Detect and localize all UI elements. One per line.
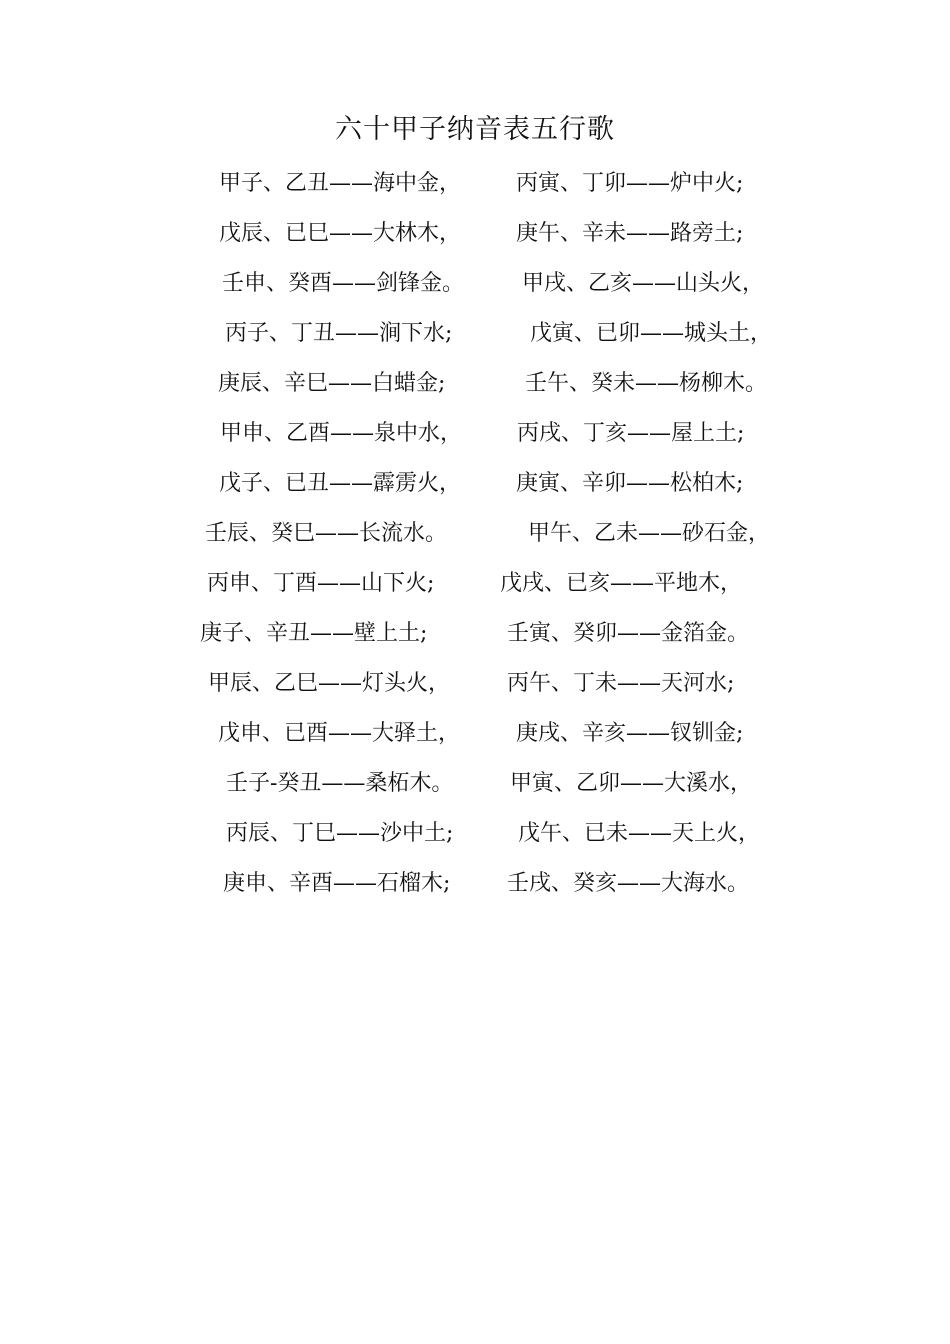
document-title: 六十甲子纳音表五行歌: [335, 114, 615, 145]
verse-right: 庚戌、辛亥——钗钏金;: [516, 721, 744, 746]
verse-line: [0, 466, 950, 502]
verse-right: 壬寅、癸卯——金箔金。: [507, 621, 750, 646]
verse-line: [0, 166, 950, 202]
verse-left: 甲辰、乙巳——灯头火，: [208, 671, 451, 696]
verse-right: 戊午、已未——天上火，: [518, 821, 761, 846]
verse-line: [0, 566, 950, 602]
verse-line: [0, 666, 950, 702]
verse-left: 庚申、辛酉——石榴木;: [223, 871, 451, 896]
verse-left: 庚辰、辛巳——白蜡金;: [218, 371, 446, 396]
verse-left: 丙辰、丁巳——沙中土;: [226, 821, 454, 846]
verse-right: 丙戌、丁亥——屋上土;: [517, 421, 745, 446]
verse-line: [0, 266, 950, 302]
verse-line: [0, 816, 950, 852]
verse-line: [0, 216, 950, 252]
verse-right: 戊戌、已亥——平地木，: [500, 571, 743, 596]
verse-left: 壬辰、癸巳——长流水。: [205, 521, 448, 546]
verse-left: 丙子、丁丑——涧下水;: [225, 321, 453, 346]
verse-left: 丙申、丁酉——山下火;: [207, 571, 435, 596]
verse-right: 庚午、辛未——路旁土;: [516, 221, 744, 246]
verse-right: 丙午、丁未——天河水;: [507, 671, 735, 696]
verse-right: 甲午、乙未——砂石金，: [528, 521, 771, 546]
verse-left: 壬申、癸酉——剑锋金。: [222, 271, 465, 296]
verse-left: 戊辰、已巳——大林木，: [219, 221, 462, 246]
verse-left: 甲子、乙丑——海中金，: [219, 171, 462, 196]
verse-left: 庚子、辛丑——壁上土;: [200, 621, 428, 646]
verse-right: 戊寅、已卯——城头土，: [530, 321, 773, 346]
verse-line: [0, 716, 950, 752]
verse-right: 壬午、癸未——杨柳木。: [525, 371, 768, 396]
verse-left: 甲申、乙酉——泉中水，: [220, 421, 463, 446]
verse-line: [0, 366, 950, 402]
verse-line: [0, 766, 950, 802]
verse-right: 庚寅、辛卯——松柏木;: [516, 471, 744, 496]
verse-right: 甲戌、乙亥——山头火，: [522, 271, 765, 296]
verse-right: 丙寅、丁卯——炉中火;: [516, 171, 744, 196]
verse-line: [0, 316, 950, 352]
verse-left: 戊申、已酉——大驿土，: [218, 721, 461, 746]
verse-right: 壬戌、癸亥——大海水。: [507, 871, 750, 896]
verse-line: [0, 516, 950, 552]
verse-right: 甲寅、乙卯——大溪水，: [510, 771, 753, 796]
verse-left: 壬子-癸丑——桑柘木。: [226, 771, 454, 796]
verse-left: 戊子、已丑——霹雳火，: [219, 471, 462, 496]
verse-line: [0, 416, 950, 452]
verse-line: [0, 616, 950, 652]
verse-line: [0, 866, 950, 902]
